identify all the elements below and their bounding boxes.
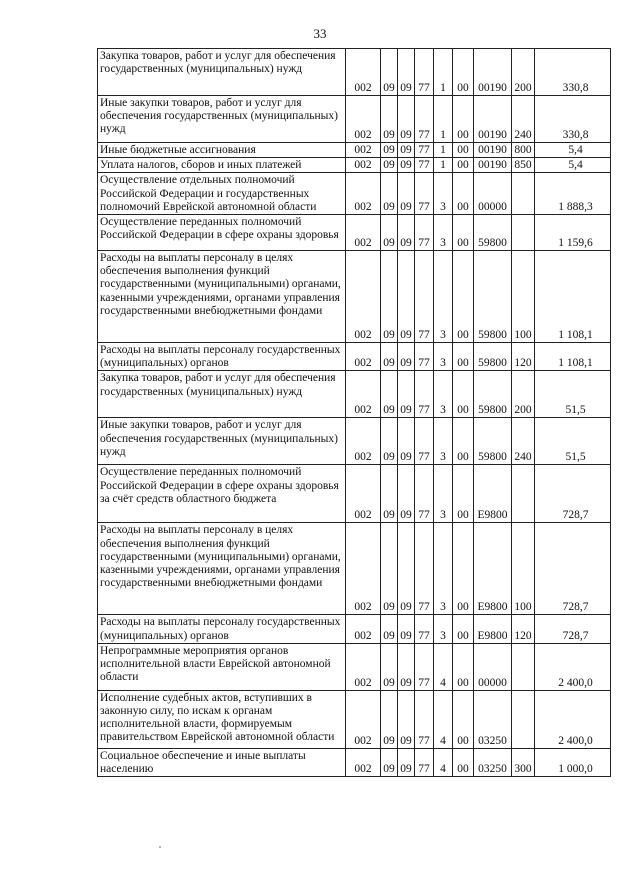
section-code: 09 (381, 173, 398, 215)
ministry-code: 002 (346, 690, 381, 748)
table-row (98, 343, 611, 371)
subprogram-code: 1 (434, 49, 453, 96)
row-name: Осуществление отдельных полномочий Российской Федерации и государственных полномочий Еврейской автономной области (98, 173, 346, 215)
ministry-code: 002 (346, 418, 381, 465)
table-row (98, 523, 611, 615)
expense-type-code: 120 (512, 615, 535, 643)
row-name: Исполнение судебных актов, вступивших в законную силу, по искам к органам исполнительной власти, формируемым правительством Еврейской автономной области (98, 690, 346, 748)
ministry-code: 002 (346, 173, 381, 215)
row-name: Расходы на выплаты персоналу государственных (муниципальных) органов (98, 343, 346, 371)
amount: 5,4 (535, 158, 611, 173)
table-row (98, 643, 611, 690)
section-code: 09 (381, 343, 398, 371)
main-event-code: 00 (453, 49, 474, 96)
program-code: 77 (415, 643, 434, 690)
table-row (98, 96, 611, 143)
direction-code: 59800 (474, 215, 512, 251)
table-row (98, 615, 611, 643)
program-code: 77 (415, 418, 434, 465)
expense-type-code: 200 (512, 371, 535, 418)
amount: 5,4 (535, 143, 611, 158)
direction-code: 00190 (474, 143, 512, 158)
subprogram-code: 3 (434, 215, 453, 251)
program-code: 77 (415, 215, 434, 251)
program-code: 77 (415, 371, 434, 418)
section-code: 09 (381, 96, 398, 143)
ministry-code: 002 (346, 251, 381, 343)
direction-code: E9800 (474, 523, 512, 615)
row-name: Расходы на выплаты персоналу государственных (муниципальных) органов (98, 615, 346, 643)
main-event-code: 00 (453, 143, 474, 158)
amount: 51,5 (535, 371, 611, 418)
row-name: Непрограммные мероприятия органов исполнительной власти Еврейской автономной области (98, 643, 346, 690)
budget-table (97, 48, 611, 777)
subprogram-code: 4 (434, 690, 453, 748)
amount: 2 400,0 (535, 643, 611, 690)
ministry-code: 002 (346, 96, 381, 143)
program-code: 77 (415, 465, 434, 523)
ministry-code: 002 (346, 158, 381, 173)
amount: 51,5 (535, 418, 611, 465)
amount: 728,7 (535, 465, 611, 523)
main-event-code: 00 (453, 215, 474, 251)
section-code: 09 (381, 251, 398, 343)
row-name: Осуществление переданных полномочий Российской Федерации в сфере охраны здоровья за счёт средств областного бюджета (98, 465, 346, 523)
direction-code: 00190 (474, 96, 512, 143)
direction-code: 59800 (474, 418, 512, 465)
section-code: 09 (381, 465, 398, 523)
amount: 1 888,3 (535, 173, 611, 215)
row-name: Иные закупки товаров, работ и услуг для обеспечения государственных (муниципальных) нужд (98, 96, 346, 143)
amount: 728,7 (535, 615, 611, 643)
amount: 330,8 (535, 96, 611, 143)
program-code: 77 (415, 748, 434, 776)
subprogram-code: 3 (434, 615, 453, 643)
ministry-code: 002 (346, 343, 381, 371)
amount: 728,7 (535, 523, 611, 615)
direction-code: 03250 (474, 748, 512, 776)
expense-type-code: 100 (512, 523, 535, 615)
row-name: Закупка товаров, работ и услуг для обеспечения государственных (муниципальных) нужд (98, 371, 346, 418)
section-code: 09 (381, 418, 398, 465)
program-code: 77 (415, 173, 434, 215)
section-code: 09 (381, 615, 398, 643)
direction-code: 00190 (474, 158, 512, 173)
subprogram-code: 4 (434, 748, 453, 776)
subprogram-code: 3 (434, 523, 453, 615)
subsection-code: 09 (398, 523, 415, 615)
subsection-code: 09 (398, 465, 415, 523)
row-name: Расходы на выплаты персоналу в целях обеспечения выполнения функций государственными (муниципальными) органами, казенными учреждениями, органами управления государственными внебюджетными фондами (98, 523, 346, 615)
main-event-code: 00 (453, 158, 474, 173)
section-code: 09 (381, 643, 398, 690)
direction-code: 59800 (474, 251, 512, 343)
ministry-code: 002 (346, 371, 381, 418)
main-event-code: 00 (453, 643, 474, 690)
subprogram-code: 4 (434, 643, 453, 690)
program-code: 77 (415, 343, 434, 371)
program-code: 77 (415, 251, 434, 343)
amount: 1 108,1 (535, 343, 611, 371)
expense-type-code (512, 465, 535, 523)
main-event-code: 00 (453, 96, 474, 143)
direction-code: 00000 (474, 643, 512, 690)
direction-code: 03250 (474, 690, 512, 748)
subprogram-code: 1 (434, 96, 453, 143)
main-event-code: 00 (453, 748, 474, 776)
expense-type-code (512, 215, 535, 251)
subprogram-code: 3 (434, 371, 453, 418)
section-code: 09 (381, 371, 398, 418)
subprogram-code: 3 (434, 173, 453, 215)
program-code: 77 (415, 615, 434, 643)
expense-type-code (512, 690, 535, 748)
direction-code: 00190 (474, 49, 512, 96)
direction-code: 59800 (474, 371, 512, 418)
expense-type-code: 200 (512, 49, 535, 96)
amount: 1 159,6 (535, 215, 611, 251)
table-row (98, 251, 611, 343)
amount: 2 400,0 (535, 690, 611, 748)
main-event-code: 00 (453, 690, 474, 748)
subsection-code: 09 (398, 158, 415, 173)
subprogram-code: 1 (434, 158, 453, 173)
table-row (98, 49, 611, 96)
section-code: 09 (381, 49, 398, 96)
table-body (98, 49, 611, 777)
subsection-code: 09 (398, 418, 415, 465)
main-event-code: 00 (453, 523, 474, 615)
expense-type-code (512, 173, 535, 215)
ministry-code: 002 (346, 643, 381, 690)
subsection-code: 09 (398, 49, 415, 96)
scan-speck (159, 846, 161, 848)
program-code: 77 (415, 523, 434, 615)
program-code: 77 (415, 690, 434, 748)
expense-type-code: 240 (512, 96, 535, 143)
section-code: 09 (381, 158, 398, 173)
row-name: Иные закупки товаров, работ и услуг для обеспечения государственных (муниципальных) нужд (98, 418, 346, 465)
section-code: 09 (381, 690, 398, 748)
amount: 1 108,1 (535, 251, 611, 343)
subprogram-code: 3 (434, 343, 453, 371)
direction-code: E9800 (474, 615, 512, 643)
subsection-code: 09 (398, 643, 415, 690)
subprogram-code: 3 (434, 418, 453, 465)
program-code: 77 (415, 49, 434, 96)
ministry-code: 002 (346, 49, 381, 96)
ministry-code: 002 (346, 215, 381, 251)
row-name: Иные бюджетные ассигнования (98, 143, 346, 158)
page-number: 33 (313, 26, 327, 41)
expense-type-code: 120 (512, 343, 535, 371)
table-row (98, 371, 611, 418)
ministry-code: 002 (346, 465, 381, 523)
direction-code: 00000 (474, 173, 512, 215)
main-event-code: 00 (453, 418, 474, 465)
main-event-code: 00 (453, 343, 474, 371)
subsection-code: 09 (398, 173, 415, 215)
main-event-code: 00 (453, 465, 474, 523)
section-code: 09 (381, 748, 398, 776)
table-row (98, 215, 611, 251)
expense-type-code (512, 643, 535, 690)
row-name: Осуществление переданных полномочий Российской Федерации в сфере охраны здоровья (98, 215, 346, 251)
subprogram-code: 3 (434, 465, 453, 523)
subsection-code: 09 (398, 615, 415, 643)
ministry-code: 002 (346, 748, 381, 776)
subprogram-code: 3 (434, 251, 453, 343)
ministry-code: 002 (346, 523, 381, 615)
subsection-code: 09 (398, 215, 415, 251)
table-row (98, 690, 611, 748)
main-event-code: 00 (453, 371, 474, 418)
program-code: 77 (415, 158, 434, 173)
expense-type-code: 300 (512, 748, 535, 776)
direction-code: E9800 (474, 465, 512, 523)
main-event-code: 00 (453, 615, 474, 643)
row-name: Закупка товаров, работ и услуг для обеспечения государственных (муниципальных) нужд (98, 49, 346, 96)
ministry-code: 002 (346, 615, 381, 643)
row-name: Расходы на выплаты персоналу в целях обеспечения выполнения функций государственными (муниципальными) органами, казенными учреждениями, органами управления государственными внебюджетными фондами (98, 251, 346, 343)
direction-code: 59800 (474, 343, 512, 371)
subsection-code: 09 (398, 343, 415, 371)
table-row (98, 158, 611, 173)
subsection-code: 09 (398, 371, 415, 418)
row-name: Социальное обеспечение и иные выплаты населению (98, 748, 346, 776)
ministry-code: 002 (346, 143, 381, 158)
program-code: 77 (415, 143, 434, 158)
expense-type-code: 240 (512, 418, 535, 465)
table-row (98, 465, 611, 523)
expense-type-code: 100 (512, 251, 535, 343)
subsection-code: 09 (398, 690, 415, 748)
table-row (98, 418, 611, 465)
subprogram-code: 1 (434, 143, 453, 158)
table-row (98, 143, 611, 158)
main-event-code: 00 (453, 251, 474, 343)
main-event-code: 00 (453, 173, 474, 215)
section-code: 09 (381, 215, 398, 251)
program-code: 77 (415, 96, 434, 143)
subsection-code: 09 (398, 143, 415, 158)
subsection-code: 09 (398, 251, 415, 343)
row-name: Уплата налогов, сборов и иных платежей (98, 158, 346, 173)
table-row (98, 748, 611, 776)
subsection-code: 09 (398, 96, 415, 143)
amount: 1 000,0 (535, 748, 611, 776)
expense-type-code: 850 (512, 158, 535, 173)
section-code: 09 (381, 143, 398, 158)
table-row (98, 173, 611, 215)
amount: 330,8 (535, 49, 611, 96)
expense-type-code: 800 (512, 143, 535, 158)
subsection-code: 09 (398, 748, 415, 776)
section-code: 09 (381, 523, 398, 615)
